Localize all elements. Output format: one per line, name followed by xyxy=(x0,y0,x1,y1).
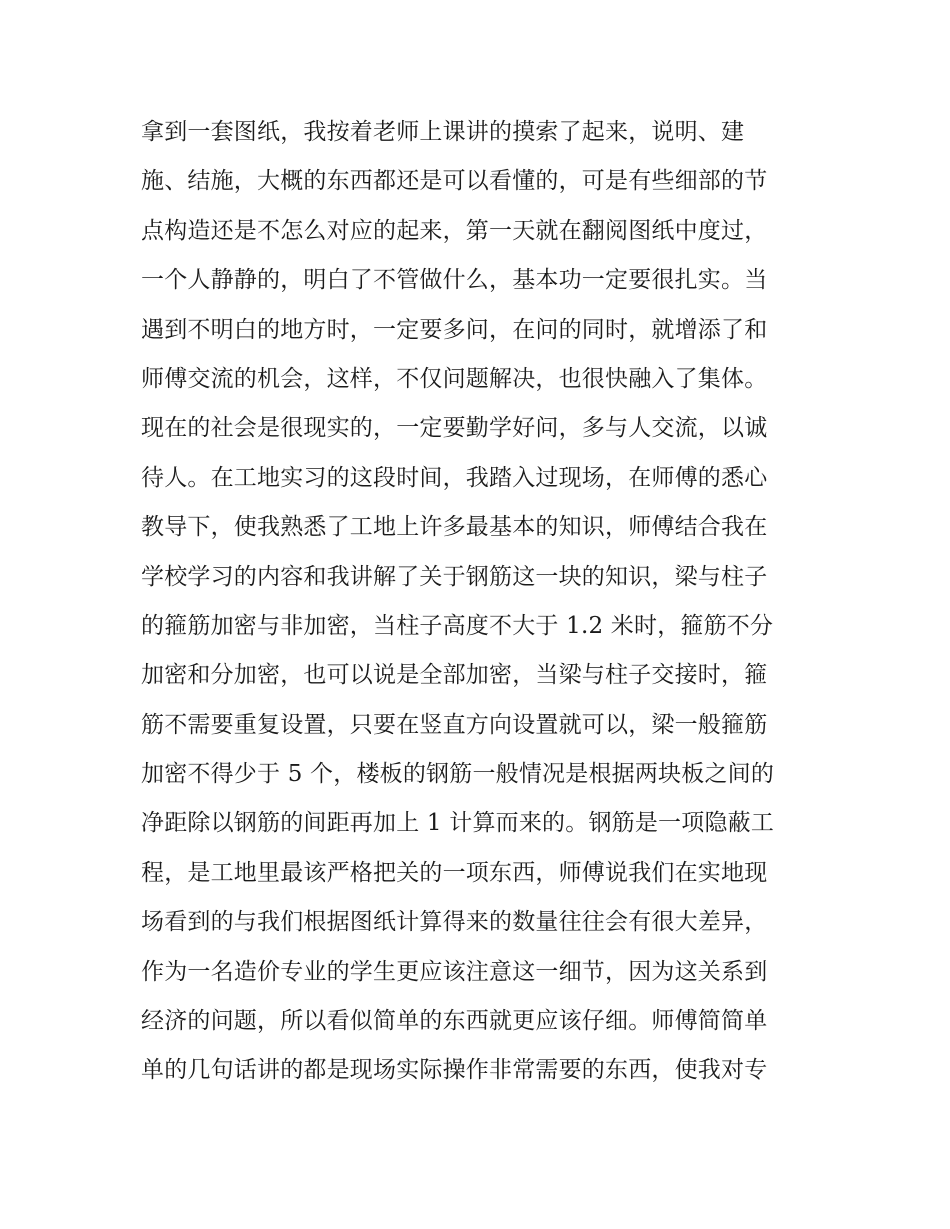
text-line-15: 净距除以钢筋的间距再加上 1 计算而来的。钢筋是一项隐蔽工 xyxy=(141,810,775,837)
text-line-9: 教导下，使我熟悉了工地上许多最基本的知识，师傅结合我在 xyxy=(141,514,768,541)
text-line-13: 筋不需要重复设置，只要在竖直方向设置就可以，梁一般箍筋 xyxy=(141,711,768,738)
text-line-8: 待人。在工地实习的这段时间，我踏入过现场，在师傅的悉心 xyxy=(141,464,768,491)
text-line-19: 经济的问题，所以看似简单的东西就更应该仔细。师傅简简单 xyxy=(141,1008,768,1035)
body-paragraph xyxy=(141,108,821,1096)
text-line-12: 加密和分加密，也可以说是全部加密，当梁与柱子交接时，箍 xyxy=(141,662,768,689)
text-line-2: 施、结施，大概的东西都还是可以看懂的，可是有些细部的节 xyxy=(141,168,768,195)
text-line-3: 点构造还是不怎么对应的起来，第一天就在翻阅图纸中度过， xyxy=(141,217,768,244)
text-line-16: 程，是工地里最该严格把关的一项东西，师傅说我们在实地现 xyxy=(141,859,768,886)
text-line-4: 一个人静静的，明白了不管做什么，基本功一定要很扎实。当 xyxy=(141,267,768,294)
text-line-7: 现在的社会是很现实的，一定要勤学好问，多与人交流，以诚 xyxy=(141,415,768,442)
text-line-20: 单的几句话讲的都是现场实际操作非常需要的东西，使我对专 xyxy=(141,1057,768,1084)
text-line-1: 拿到一套图纸，我按着老师上课讲的摸索了起来，说明、建 xyxy=(141,119,745,145)
text-line-14: 加密不得少于 5 个，楼板的钢筋一般情况是根据两块板之间的 xyxy=(141,761,775,788)
text-line-5: 遇到不明白的地方时，一定要多问，在问的同时，就增添了和 xyxy=(141,316,768,343)
text-line-11: 的箍筋加密与非加密，当柱子高度不大于 1.2 米时，箍筋不分 xyxy=(141,612,774,639)
text-line-10: 学校学习的内容和我讲解了关于钢筋这一块的知识，梁与柱子 xyxy=(141,563,768,590)
text-line-17: 场看到的与我们根据图纸计算得来的数量往往会有很大差异， xyxy=(141,909,768,936)
text-line-18: 作为一名造价专业的学生更应该注意这一细节，因为这关系到 xyxy=(141,958,768,985)
text-line-6: 师傅交流的机会，这样，不仅问题解决，也很快融入了集体。 xyxy=(141,365,768,392)
